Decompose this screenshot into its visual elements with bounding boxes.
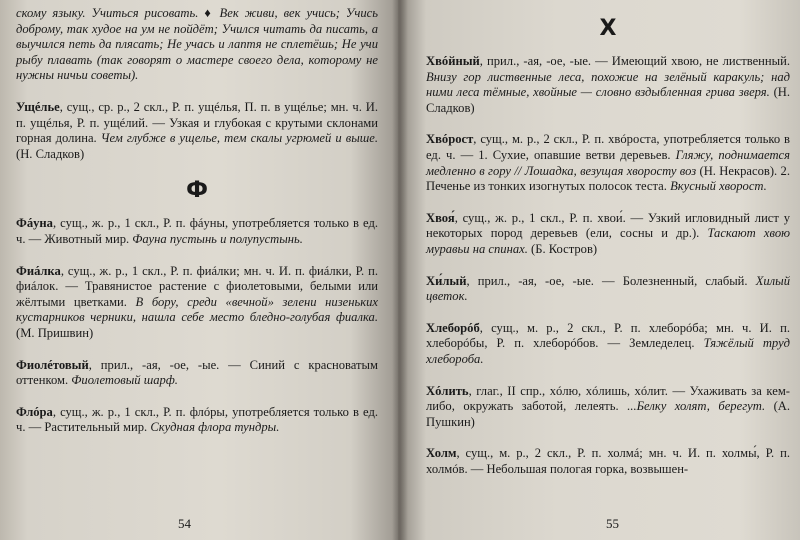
intro-entry (16, 6, 378, 84)
headword: Хóлить (426, 383, 469, 398)
headword: Холм (426, 446, 457, 461)
headword: Хвоя́ (426, 210, 455, 225)
definition: , сущ., м. р., 2 скл., Р. п. холмá; мн. ч. И. п. холмы́, Р. п. холмóв. — Небольшая пологая горка, возвышен- (426, 446, 790, 476)
page-number: 55 (606, 516, 619, 532)
example: В бору, среди «вечной» зелени низеньких кустарников черники, нашла себе место бледно-голубая фиалка. (16, 294, 378, 325)
headword: Флóра (16, 404, 53, 419)
definition: , прил., -ая, -ое, -ые. — Болезненный, слабый. (466, 273, 748, 288)
definition: , сущ., ср. р., 2 скл., Р. п. ущéлья, П. п. в ущéлье; мн. ч. И. п. ущéлья, Р. п. ущéлий. — Узкая и глубокая с крутыми склонами горная долина. (16, 99, 378, 146)
example: Тяжёлый труд хлебороба. (426, 336, 790, 366)
entry-kholit (426, 384, 790, 431)
example: Хилый цветок. (426, 273, 790, 304)
intro-text: скому языку. Учиться рисовать. ♦ Век живи, век учись; Учись доброму, так худое на ум не пойдёт; Учился читать да писать, а выучился петь да плясать; Не учась и лаптя не сплетёшь; Не учи рыбу плавать (так говорят о мастере своего дела, которому не нужны ничьи советы). (16, 6, 378, 83)
source: (А. Пушкин) (426, 399, 791, 429)
entry-fialka (16, 264, 378, 342)
definition-2: 2. Печенье из тонких изогнутых полосок теста. (426, 163, 790, 194)
book-spine-shadow (392, 0, 408, 540)
example: Фиолетовый шарф. (71, 373, 178, 388)
source: (Н. Некрасов). (699, 163, 778, 178)
definition: , сущ., ж. р., 1 скл., Р. п. флóры, употребляется только в ед. ч. — Растительный мир. (16, 404, 378, 435)
definition: , сущ., м. р., 2 скл., Р. п. хлеборóба; мн. ч. И. п. хлеборóбы, Р. п. хлеборóбов. — Земледелец. (426, 320, 790, 351)
example: Гляжу, поднимается медленно в гору // Лошадка, везущая хворосту воз (426, 147, 791, 178)
source: (Б. Костров) (531, 241, 598, 256)
headword: Фиолéтовый (16, 357, 89, 372)
definition: , глаг., II спр., хóлю, хóлишь, хóлит. — Ухаживать за кем-либо, окружать заботой, лелеять. (426, 383, 790, 414)
entry-khleborob (426, 321, 790, 368)
entry-fauna (16, 216, 378, 247)
definition: , прил., -ая, -ое, -ые. — Синий с красноватым оттенком. (16, 357, 378, 388)
example: Фауна пустынь и полупустынь. (132, 231, 303, 246)
headword: Хвóрост (426, 132, 474, 147)
headword: Хлеборóб (426, 320, 480, 335)
definition: , прил., -ая, -ое, -ые. — Имеющий хвою, не лиственный. (479, 54, 790, 68)
definition: , сущ., ж. р., 1 скл., Р. п. хвои́. — Узкий игловидный лист у некоторых пород деревьев (ели, сосны и др.). (426, 210, 790, 241)
entry-flora (16, 405, 378, 436)
example: Чем глубже в ущелье, тем скалы угрюмей и выше. (100, 131, 378, 146)
entry-khvorost (426, 132, 790, 194)
headword: Хи́лый (426, 273, 467, 288)
definition: , сущ., м. р., 2 скл., Р. п. хвóроста, употребляется только в ед. ч. — 1. Сухие, опавшие ветви деревьев. (426, 132, 790, 162)
section-letter: Х (599, 16, 617, 41)
headword: Фáуна (16, 216, 53, 231)
entry-khvoya (426, 211, 790, 258)
left-page (0, 0, 398, 540)
source: (Н. Сладков) (16, 146, 85, 161)
entry-fioletovy (16, 358, 378, 389)
example: Скудная флора тундры. (150, 420, 280, 435)
definition: , сущ., ж. р., 1 скл., Р. п. фиáлки; мн. ч. И. п. фиáлки, Р. п. фиáлок. — Травянистое растение с фиолетовыми, белыми или жёлтыми цветками. (16, 263, 378, 309)
right-page (398, 0, 800, 540)
headword: Хвóйный (426, 54, 480, 68)
source: (Н. Сладков) (426, 85, 791, 115)
headword: Фиáлка (16, 263, 61, 278)
definition: , сущ., ж. р., 1 скл., Р. п. фáуны, употребляется только в ед. ч. — Животный мир. (16, 216, 378, 246)
page-number: 54 (178, 516, 191, 532)
entry-khily (426, 274, 790, 305)
headword: Ущéлье (16, 99, 60, 114)
example: ...Белку холят, берегут. (627, 399, 766, 414)
entry-kholm (426, 446, 790, 477)
example-2: Вкусный хворост. (670, 179, 767, 194)
example: Таскают хвою муравьи на спинах. (426, 226, 791, 256)
example: Внизу гор лиственные леса, похожие на зелёный каракуль; над ними леса тёмные, хвойные — словно вздыбленная грива зверя. (426, 69, 790, 100)
entry-khvoyny (426, 54, 790, 116)
source: (М. Пришвин) (16, 325, 94, 340)
entry-ushchelye (16, 100, 378, 162)
section-letter: Ф (186, 178, 208, 204)
